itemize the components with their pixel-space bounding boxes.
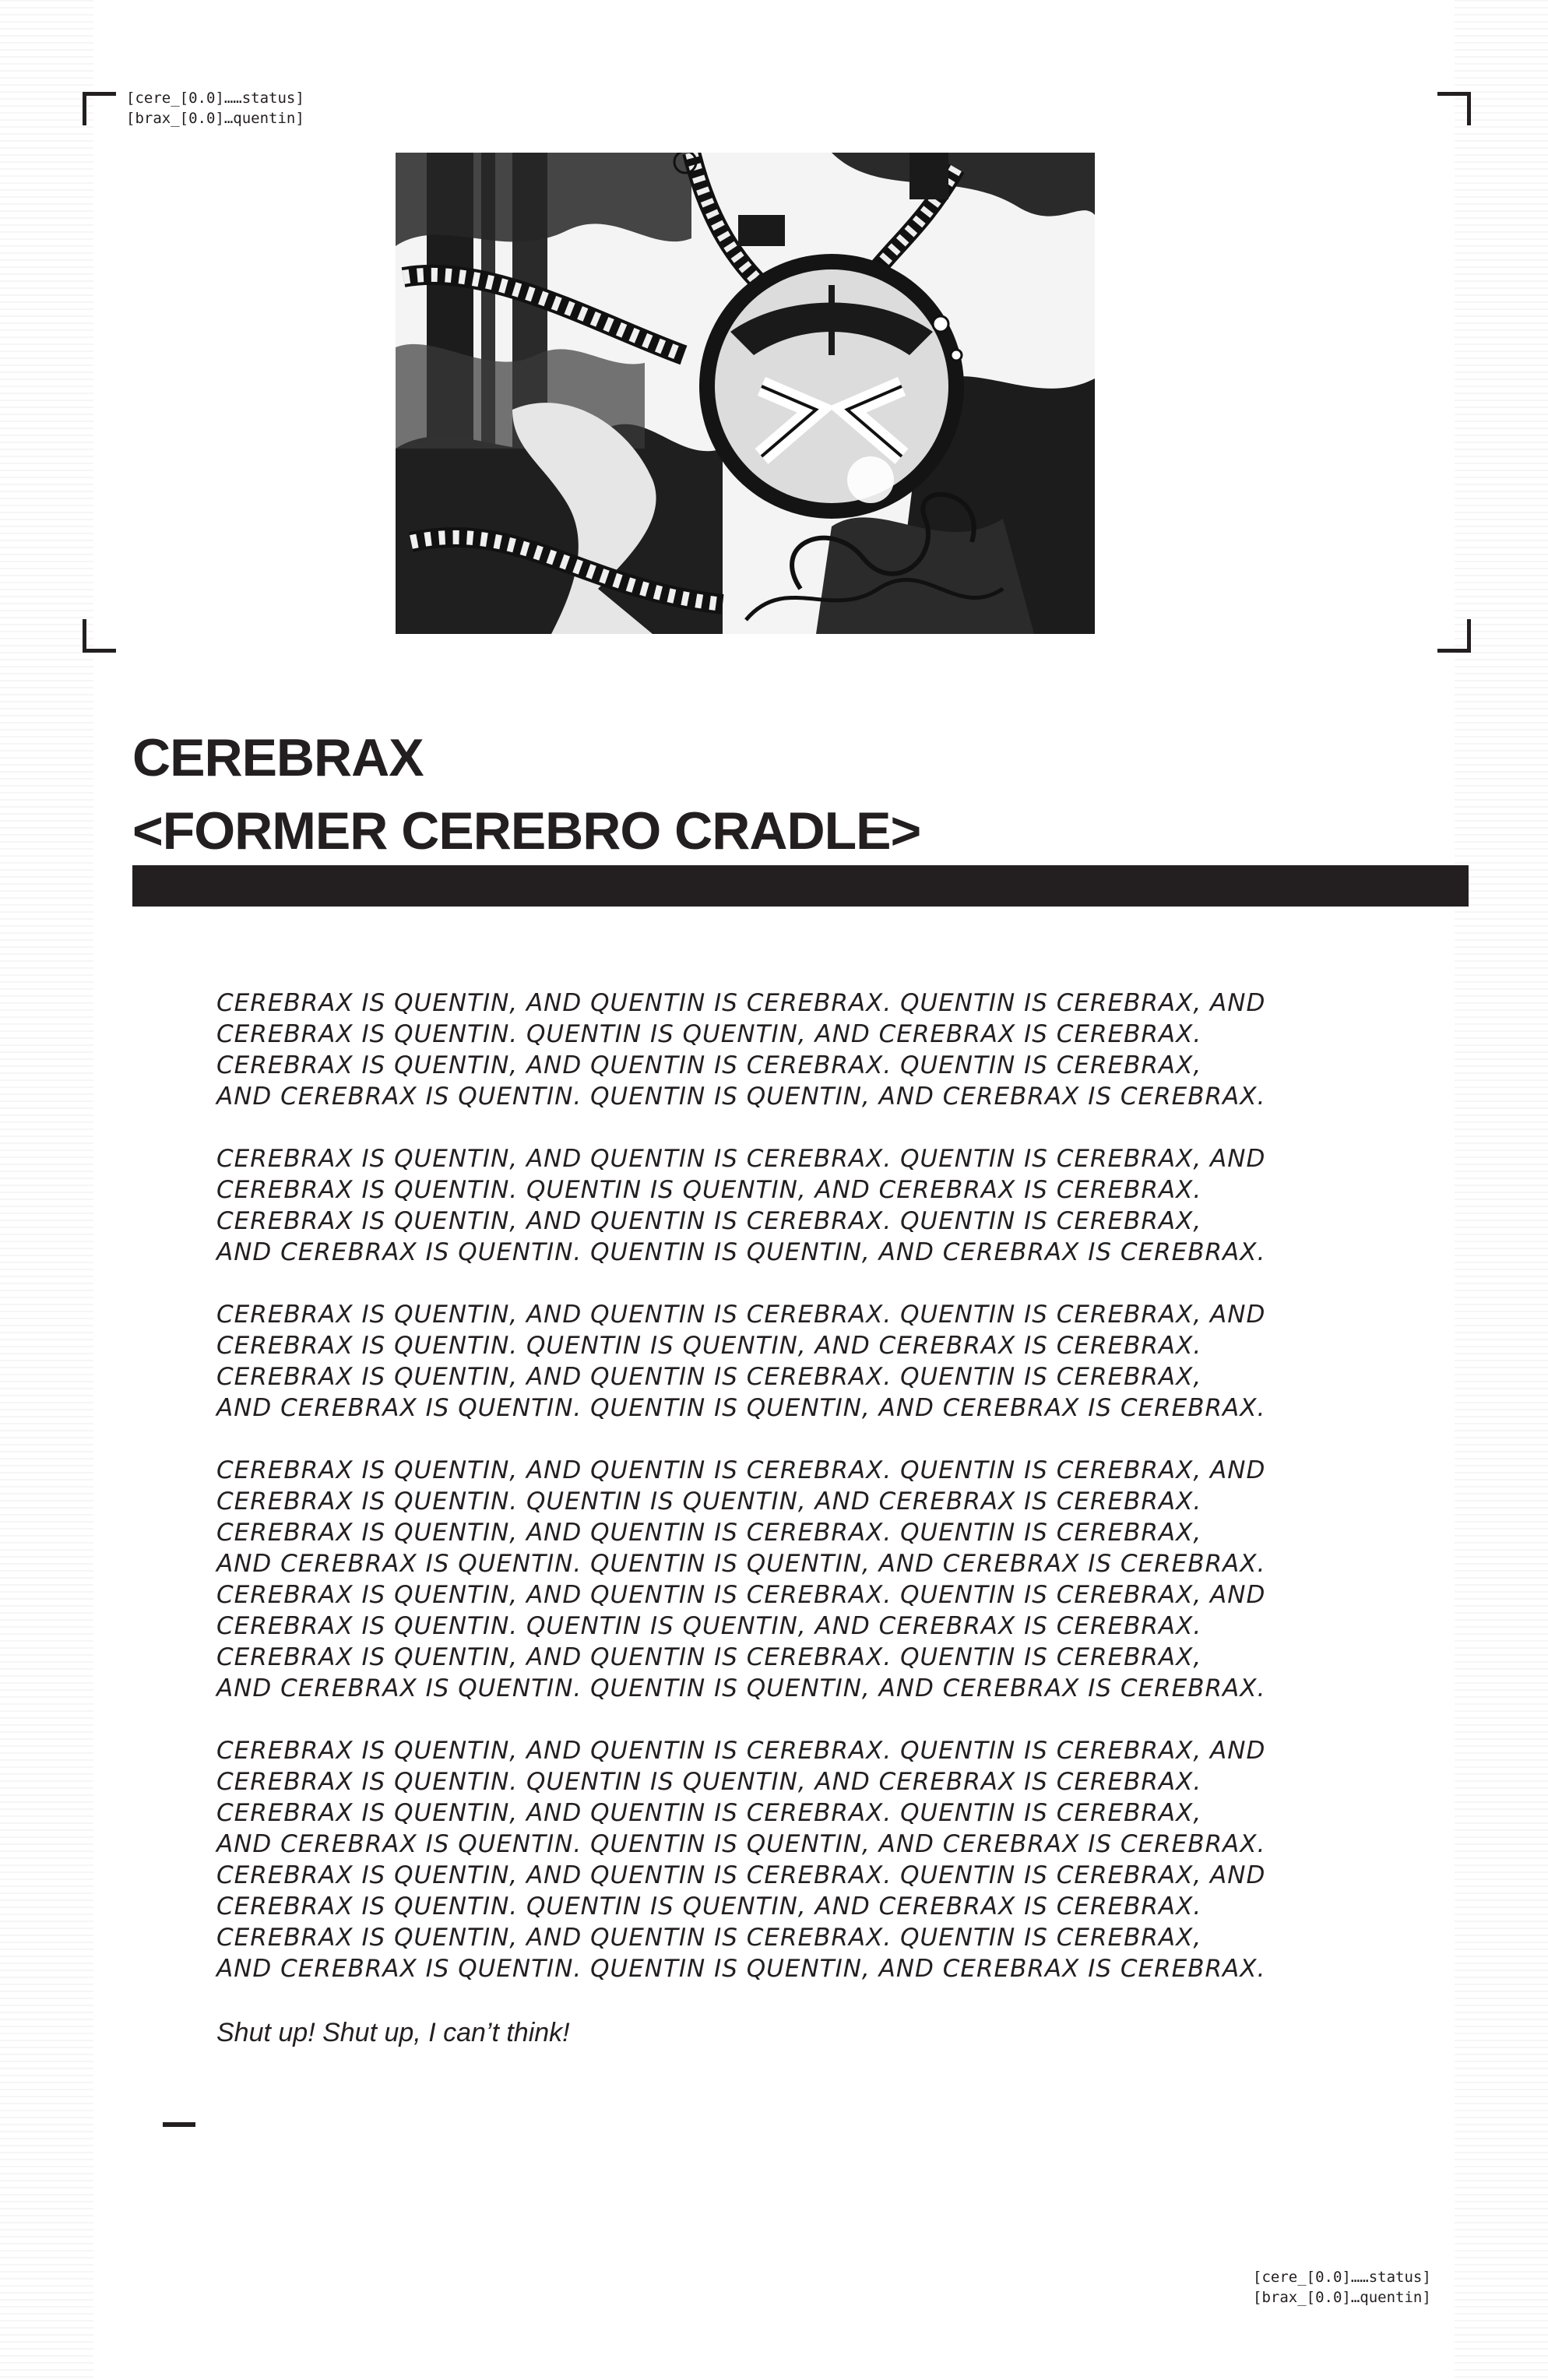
- right-scanline-texture: [1455, 0, 1548, 2380]
- status-code-line: [cere_[0.0]……status]: [126, 90, 304, 107]
- verse-line: CEREBRAX IS QUENTIN. QUENTIN IS QUENTIN, AND CEREBRAX IS CEREBRAX.: [216, 1020, 1202, 1048]
- verse-line: CEREBRAX IS QUENTIN, AND QUENTIN IS CEREBRAX. QUENTIN IS CEREBRAX, AND: [216, 1581, 1266, 1609]
- verse-line: AND CEREBRAX IS QUENTIN. QUENTIN IS QUENTIN, AND CEREBRAX IS CEREBRAX.: [216, 1550, 1266, 1578]
- verse-line: CEREBRAX IS QUENTIN, AND QUENTIN IS CEREBRAX. QUENTIN IS CEREBRAX, AND: [216, 1861, 1266, 1889]
- verse-paragraph-5: [216, 1735, 1353, 1984]
- frame-corner-top-left: [83, 92, 116, 125]
- frame-corner-bottom-left: [83, 619, 116, 653]
- verse-line: CEREBRAX IS QUENTIN, AND QUENTIN IS CEREBRAX. QUENTIN IS CEREBRAX,: [216, 1799, 1202, 1827]
- verse-line: AND CEREBRAX IS QUENTIN. QUENTIN IS QUENTIN, AND CEREBRAX IS CEREBRAX.: [216, 1674, 1266, 1702]
- verse-line: CEREBRAX IS QUENTIN. QUENTIN IS QUENTIN, AND CEREBRAX IS CEREBRAX.: [216, 1332, 1202, 1360]
- verse-line: CEREBRAX IS QUENTIN, AND QUENTIN IS CEREBRAX. QUENTIN IS CEREBRAX, AND: [216, 989, 1266, 1017]
- cerebrax-illustration: [396, 153, 1095, 634]
- verse-line: CEREBRAX IS QUENTIN, AND QUENTIN IS CEREBRAX. QUENTIN IS CEREBRAX, AND: [216, 1456, 1266, 1484]
- verse-line: CEREBRAX IS QUENTIN. QUENTIN IS QUENTIN, AND CEREBRAX IS CEREBRAX.: [216, 1488, 1202, 1516]
- verse-line: CEREBRAX IS QUENTIN, AND QUENTIN IS CEREBRAX. QUENTIN IS CEREBRAX,: [216, 1207, 1202, 1235]
- verse-line: AND CEREBRAX IS QUENTIN. QUENTIN IS QUENTIN, AND CEREBRAX IS CEREBRAX.: [216, 1394, 1266, 1422]
- verse-line: AND CEREBRAX IS QUENTIN. QUENTIN IS QUENTIN, AND CEREBRAX IS CEREBRAX.: [216, 1238, 1266, 1266]
- heading-subtitle: <FORMER CEREBRO CRADLE>: [132, 801, 921, 861]
- verse-line: CEREBRAX IS QUENTIN, AND QUENTIN IS CEREBRAX. QUENTIN IS CEREBRAX, AND: [216, 1145, 1266, 1173]
- verse-paragraph-3: [216, 1299, 1353, 1424]
- verse-line: CEREBRAX IS QUENTIN, AND QUENTIN IS CEREBRAX. QUENTIN IS CEREBRAX, AND: [216, 1301, 1266, 1329]
- verse-line: CEREBRAX IS QUENTIN, AND QUENTIN IS CEREBRAX. QUENTIN IS CEREBRAX, AND: [216, 1737, 1266, 1765]
- status-code-top: [126, 88, 304, 129]
- frame-corner-bottom-right: [1437, 619, 1471, 653]
- verse-line: CEREBRAX IS QUENTIN. QUENTIN IS QUENTIN, AND CEREBRAX IS CEREBRAX.: [216, 1892, 1202, 1921]
- verse-line: AND CEREBRAX IS QUENTIN. QUENTIN IS QUENTIN, AND CEREBRAX IS CEREBRAX.: [216, 1955, 1266, 1983]
- frame-corner-top-right: [1437, 92, 1471, 125]
- status-code-line: [cere_[0.0]……status]: [1253, 2269, 1431, 2286]
- verse-line: AND CEREBRAX IS QUENTIN. QUENTIN IS QUENTIN, AND CEREBRAX IS CEREBRAX.: [216, 1830, 1266, 1858]
- page-heading: [132, 721, 920, 868]
- cerebrax-illustration-art: [396, 153, 1095, 634]
- verse-line: CEREBRAX IS QUENTIN, AND QUENTIN IS CEREBRAX. QUENTIN IS CEREBRAX,: [216, 1643, 1202, 1671]
- verse-line: CEREBRAX IS QUENTIN. QUENTIN IS QUENTIN, AND CEREBRAX IS CEREBRAX.: [216, 1176, 1202, 1204]
- verse-line: CEREBRAX IS QUENTIN, AND QUENTIN IS CEREBRAX. QUENTIN IS CEREBRAX,: [216, 1363, 1202, 1391]
- body-text: [216, 988, 1353, 2050]
- status-code-bottom: [1253, 2267, 1431, 2308]
- page-marker-dash: [163, 2122, 195, 2127]
- verse-paragraph-2: [216, 1143, 1353, 1268]
- left-scanline-texture: [0, 0, 93, 2380]
- verse-line: CEREBRAX IS QUENTIN, AND QUENTIN IS CEREBRAX. QUENTIN IS CEREBRAX,: [216, 1051, 1202, 1079]
- verse-line: CEREBRAX IS QUENTIN, AND QUENTIN IS CEREBRAX. QUENTIN IS CEREBRAX,: [216, 1519, 1202, 1547]
- verse-line: CEREBRAX IS QUENTIN. QUENTIN IS QUENTIN, AND CEREBRAX IS CEREBRAX.: [216, 1768, 1202, 1796]
- verse-paragraph-1: [216, 988, 1353, 1112]
- verse-paragraph-4: [216, 1455, 1353, 1704]
- verse-line: CEREBRAX IS QUENTIN, AND QUENTIN IS CEREBRAX. QUENTIN IS CEREBRAX,: [216, 1924, 1202, 1952]
- outburst-line: Shut up! Shut up, I can’t think!: [216, 2018, 570, 2047]
- verse-line: CEREBRAX IS QUENTIN. QUENTIN IS QUENTIN, AND CEREBRAX IS CEREBRAX.: [216, 1612, 1202, 1640]
- verse-line: AND CEREBRAX IS QUENTIN. QUENTIN IS QUENTIN, AND CEREBRAX IS CEREBRAX.: [216, 1083, 1266, 1111]
- heading-divider-bar: [132, 865, 1469, 907]
- status-code-line: [brax_[0.0]…quentin]: [1253, 2289, 1431, 2306]
- heading-name: CEREBRAX: [132, 728, 424, 787]
- status-code-line: [brax_[0.0]…quentin]: [126, 110, 304, 127]
